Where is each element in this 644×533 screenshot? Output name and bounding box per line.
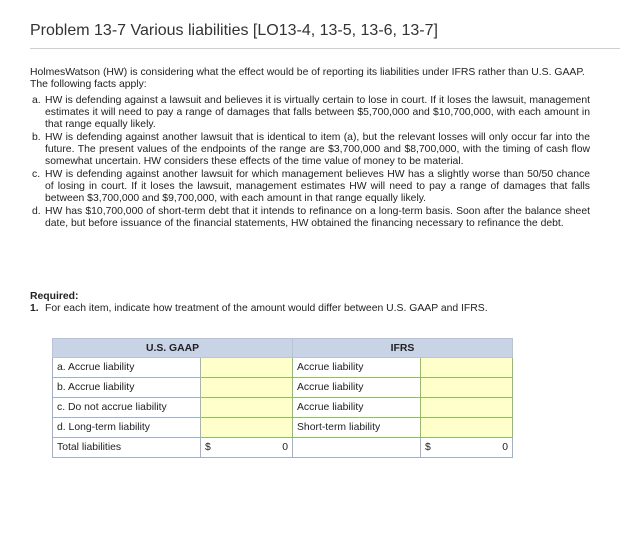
required-heading: Required: (30, 291, 79, 302)
table-row (53, 398, 513, 418)
answer-table (52, 338, 513, 458)
gaap-treatment-select[interactable]: c. Do not accrue liability (53, 398, 201, 418)
table-row (53, 418, 513, 438)
list-item: c. HW is defending against another lawsuit for which management believes HW has a slightly worse than 50/50 chance of losing in court. If it loses the lawsuit, management estimates HW will need to pay a range of damages that falls between $3,700,000 and $9,700,000, with each amount in that range equally likely. (32, 169, 590, 204)
ifrs-header: IFRS (293, 339, 513, 358)
table-row (53, 378, 513, 398)
ifrs-amount-input[interactable] (421, 418, 513, 438)
list-item: d. HW has $10,700,000 of short-term debt that it intends to refinance on a long-term basis. Soon after the balance sheet date, but before issuance of the financial statements, HW obtained the financing necessary to refinance the debt. (32, 206, 590, 229)
gaap-amount-input[interactable] (201, 398, 293, 418)
ifrs-amount-input[interactable] (421, 398, 513, 418)
gaap-header: U.S. GAAP (53, 339, 293, 358)
table-row (53, 358, 513, 378)
gaap-treatment-select[interactable]: a. Accrue liability (53, 358, 201, 378)
ifrs-treatment-select[interactable]: Short-term liability (293, 418, 421, 438)
gaap-amount-input[interactable] (201, 378, 293, 398)
page-title: Problem 13-7 Various liabilities [LO13-4, 13-5, 13-6, 13-7] (30, 22, 438, 39)
ifrs-amount-input[interactable] (421, 378, 513, 398)
list-item: b. HW is defending against another lawsuit that is identical to item (a), but the relevant losses will only occur far into the future. The present values of the endpoints of the range are $3,700,000 and $8,700,000, with the timing of cash flow somewhat uncertain. HW considers these effects of the time value of money to be material. (32, 132, 590, 167)
required-item: 1. For each item, indicate how treatment of the amount would differ between U.S. GAAP and IFRS. (30, 303, 488, 314)
ifrs-treatment-select[interactable]: Accrue liability (293, 378, 421, 398)
ifrs-total-spacer (293, 438, 421, 458)
intro-text: HolmesWatson (HW) is considering what the effect would be of reporting its liabilities under IFRS rather than U.S. GAAP. The following facts apply: (30, 67, 585, 90)
gaap-amount-input[interactable] (201, 418, 293, 438)
gaap-treatment-select[interactable]: d. Long-term liability (53, 418, 201, 438)
list-item: a. HW is defending against a lawsuit and believes it is virtually certain to lose in court. If it loses the lawsuit, management estimates it will need to pay a range of damages that falls between $5,700,000 and $10,700,000, with each amount in that range equally likely. (32, 95, 590, 130)
total-label: Total liabilities (53, 438, 201, 458)
table-header-row (53, 339, 513, 358)
title-divider (30, 48, 620, 49)
gaap-treatment-select[interactable]: b. Accrue liability (53, 378, 201, 398)
gaap-total: $ 0 (201, 438, 293, 458)
ifrs-amount-input[interactable] (421, 358, 513, 378)
gaap-amount-input[interactable] (201, 358, 293, 378)
total-row (53, 438, 513, 458)
ifrs-total: $ 0 (421, 438, 513, 458)
ifrs-treatment-select[interactable]: Accrue liability (293, 358, 421, 378)
ifrs-treatment-select[interactable]: Accrue liability (293, 398, 421, 418)
facts-list (30, 95, 590, 231)
